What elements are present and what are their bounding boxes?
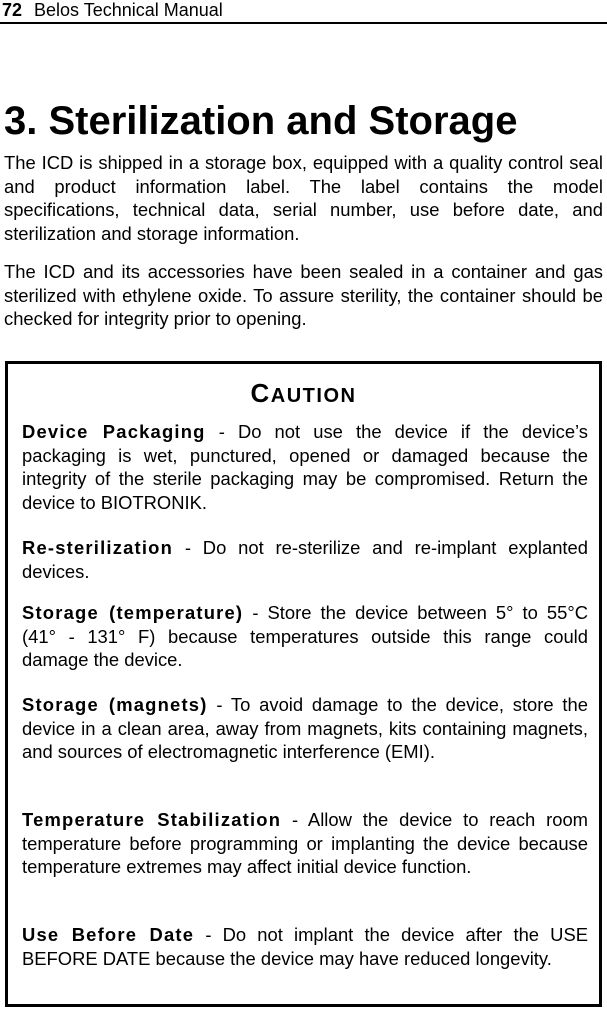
caution-text: - Store the device between 5° to 55°C (41° - 131° F) because temperatures outside this range could damage the device. bbox=[22, 602, 588, 670]
caution-term: Re-sterilization bbox=[22, 537, 174, 558]
caution-text: - Do not implant the device after the USE BEFORE DATE because the device may have reduced longevity. bbox=[22, 924, 588, 969]
caution-item-storage-temperature bbox=[22, 601, 588, 672]
caution-item-temperature-stabilization bbox=[22, 808, 588, 879]
caution-text: - Allow the device to reach room temperature before programming or implanting the device because temperature extremes may affect initial device function. bbox=[22, 809, 588, 877]
page-header bbox=[0, 0, 607, 24]
caution-term: Use Before Date bbox=[22, 924, 195, 945]
caution-term: Storage (magnets) bbox=[22, 694, 208, 715]
caution-heading-initial: C bbox=[250, 378, 271, 408]
caution-item-re-sterilization bbox=[22, 536, 588, 583]
caution-item-use-before-date bbox=[22, 923, 588, 970]
caution-term: Storage (temperature) bbox=[22, 602, 244, 623]
caution-text: - Do not re-sterilize and re-implant explanted devices. bbox=[22, 537, 588, 582]
caution-box bbox=[5, 361, 602, 1007]
page-number: 72 bbox=[2, 0, 23, 20]
intro-paragraph-shipping: The ICD is shipped in a storage box, equipped with a quality control seal and product information label. The label contains the model specifications, technical data, serial number, use before date, and sterilization and storage information. bbox=[4, 152, 603, 244]
manual-title: Belos Technical Manual bbox=[34, 0, 223, 20]
caution-text: - Do not use the device if the device’s packaging is wet, punctured, opened or damaged because the integrity of the sterile packaging may be compromised. Return the device to BIOTRONIK. bbox=[22, 421, 588, 513]
intro-paragraph-sterility: The ICD and its accessories have been sealed in a container and gas sterilized with ethylene oxide. To assure sterility, the container should be checked for integrity prior to opening. bbox=[4, 261, 603, 329]
chapter-title: 3. Sterilization and Storage bbox=[4, 99, 518, 143]
caution-term: Temperature Stabilization bbox=[22, 809, 282, 830]
caution-term: Device Packaging bbox=[22, 421, 206, 442]
caution-heading bbox=[8, 378, 599, 411]
caution-heading-rest: AUTION bbox=[270, 385, 357, 407]
caution-text: - To avoid damage to the device, store the device in a clean area, away from magnets, kits containing magnets, and sources of electromagnetic interference (EMI). bbox=[22, 694, 588, 762]
caution-item-storage-magnets bbox=[22, 693, 588, 764]
caution-item-device-packaging bbox=[22, 420, 588, 514]
